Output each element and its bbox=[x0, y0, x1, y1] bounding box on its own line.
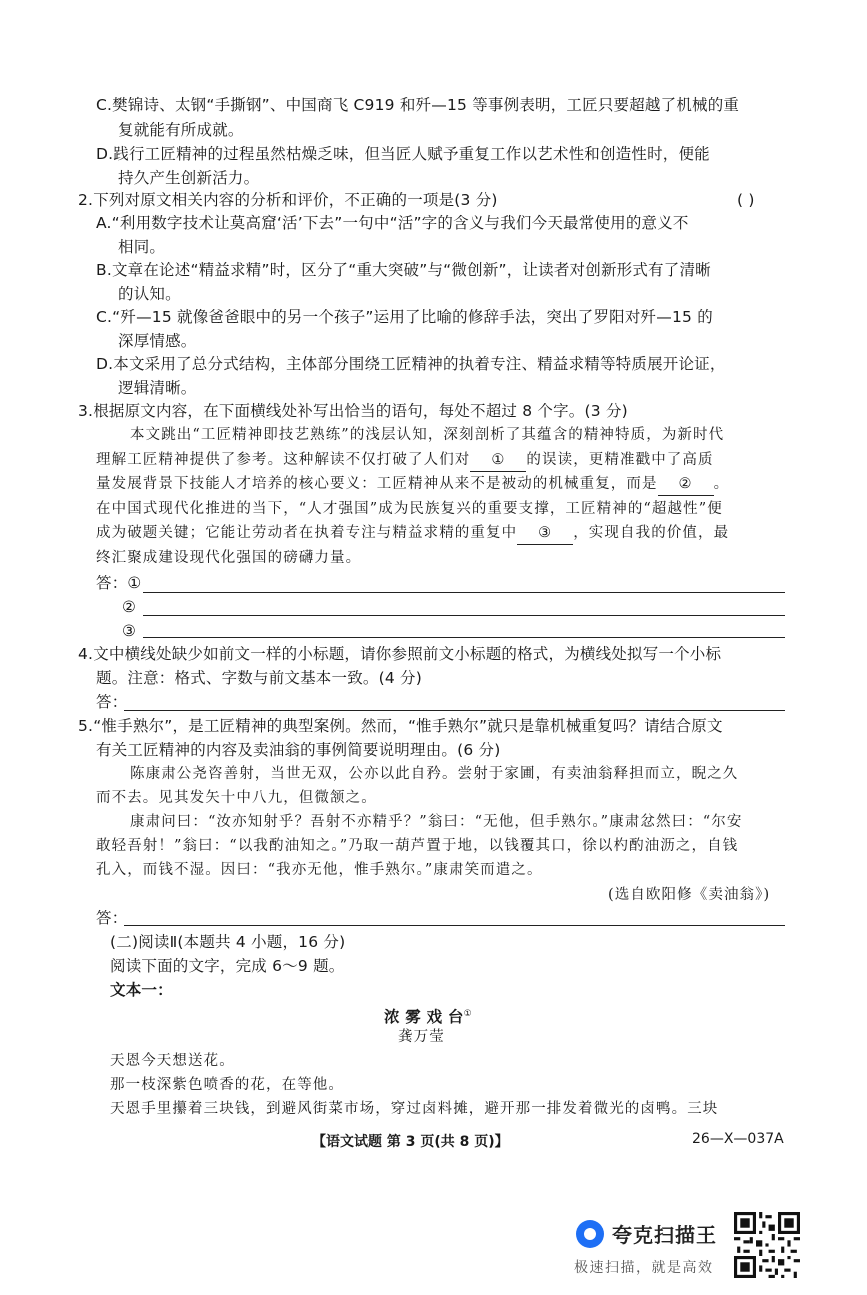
q3-blank-1[interactable]: ① bbox=[470, 449, 526, 472]
story-title-footnote-mark: ① bbox=[463, 1009, 472, 1019]
q5-passage-line3: 康肃问曰：“汝亦知射乎？吾射不亦精乎？”翁曰：“无他，但手熟尔。”康肃忿然曰：“尔安 bbox=[130, 814, 743, 830]
q4-answer-label: 答： bbox=[96, 693, 128, 711]
q2-option-a-line1: A.“利用数字技术让莫高窟‘活’下去”一句中“活”字的含义与我们今天最常使用的意义不 bbox=[96, 214, 689, 232]
q3-answer-line-1[interactable] bbox=[143, 592, 785, 593]
q2-option-c-line1: C.“歼—15 就像爸爸眼中的另一个孩子”运用了比喻的修辞手法，突出了罗阳对歼—15 的 bbox=[96, 308, 713, 326]
q1-option-d-line1: D.践行工匠精神的过程虽然枯燥乏味，但当匠人赋予重复工作以艺术性和创造性时，便能 bbox=[96, 145, 710, 163]
scanner-slogan: 极速扫描，就是高效 bbox=[574, 1260, 714, 1276]
section-heading: (二)阅读Ⅱ(本题共 4 小题，16 分) bbox=[110, 933, 346, 951]
q5-source: (选自欧阳修《卖油翁》) bbox=[608, 887, 771, 903]
page-footer-code: 26—X—037A bbox=[692, 1131, 784, 1147]
story-title-text: 浓 雾 戏 台 bbox=[384, 1008, 464, 1027]
page-footer-title: 【语文试题 第 3 页(共 8 页)】 bbox=[312, 1134, 509, 1150]
q3-passage-line5 bbox=[96, 522, 729, 545]
scanner-brand-name: 夸克扫描王 bbox=[612, 1223, 717, 1247]
q3-answer-label-3: ③ bbox=[122, 622, 137, 640]
q3-passage-text: 的误读，更精准戳中了高质 bbox=[526, 452, 714, 468]
q2-option-a-line2: 相同。 bbox=[118, 238, 166, 256]
q2-option-d-line2: 逻辑清晰。 bbox=[118, 379, 197, 397]
quark-logo-icon bbox=[576, 1220, 604, 1248]
q3-answer-label-2: ② bbox=[122, 598, 137, 616]
q2-option-d-line1: D.本文采用了总分式结构，主体部分围绕工匠精神的执着专注、精益求精等特质展开论证， bbox=[96, 355, 726, 373]
q5-stem-line2: 有关工匠精神的内容及卖油翁的事例简要说明理由。(6 分) bbox=[96, 741, 501, 759]
q5-passage-line5: 孔入，而钱不湿。因曰：“我亦无他，惟手熟尔。”康肃笑而遣之。 bbox=[96, 862, 543, 878]
q3-passage-text: 。 bbox=[713, 476, 730, 492]
q3-passage-text: 量发展背景下技能人才培养的核心要义：工匠精神从来不是被动的机械重复，而是 bbox=[96, 476, 658, 492]
story-author: 龚万莹 bbox=[398, 1029, 445, 1045]
story-title bbox=[384, 1003, 472, 1028]
q4-answer-line[interactable] bbox=[124, 710, 785, 711]
q2-answer-paren[interactable]: ( ) bbox=[737, 191, 755, 209]
scanner-watermark bbox=[576, 1219, 717, 1248]
q3-answer-line-2[interactable] bbox=[143, 615, 785, 616]
q1-option-c-line1: C.樊锦诗、太钢“手撕钢”、中国商飞 C919 和歼—15 等事例表明，工匠只要超越了机械的重 bbox=[96, 96, 740, 114]
q3-passage-line4: 在中国式现代化推进的当下，“人才强国”成为民族复兴的重要支撑，工匠精神的“超越性”便 bbox=[96, 501, 723, 517]
story-line1: 天恩今天想送花。 bbox=[110, 1053, 235, 1069]
q2-option-b-line2: 的认知。 bbox=[118, 285, 181, 303]
q3-passage-line3 bbox=[96, 473, 729, 496]
q3-blank-3[interactable]: ③ bbox=[517, 522, 573, 545]
story-line2: 那一枝深紫色喷香的花，在等他。 bbox=[110, 1077, 344, 1093]
q2-option-c-line2: 深厚情感。 bbox=[118, 332, 197, 350]
q3-blank-2[interactable]: ② bbox=[658, 473, 714, 496]
q3-passage-text: 理解工匠精神提供了参考。这种解读不仅打破了人们对 bbox=[96, 452, 471, 468]
q3-passage-line6: 终汇聚成建设现代化强国的磅礴力量。 bbox=[96, 550, 362, 566]
q5-passage-line4: 敢轻吾射！”翁曰：“以我酌油知之。”乃取一葫芦置于地，以钱覆其口，徐以杓酌油沥之，自钱 bbox=[96, 838, 739, 854]
q4-stem-line2: 题。注意：格式、字数与前文基本一致。(4 分) bbox=[96, 669, 422, 687]
q3-passage-line2 bbox=[96, 449, 714, 472]
q3-answer-line-3[interactable] bbox=[143, 637, 785, 638]
q1-option-d-line2: 持久产生创新活力。 bbox=[118, 169, 260, 187]
story-line3: 天恩手里攥着三块钱，到避风街菜市场，穿过卤料摊，避开那一排发着微光的卤鸭。三块 bbox=[110, 1101, 719, 1117]
q5-answer-label: 答： bbox=[96, 909, 128, 927]
q3-passage-line1: 本文跳出“工匠精神即技艺熟练”的浅层认知，深刻剖析了其蕴含的精神特质，为新时代 bbox=[130, 427, 725, 443]
q5-answer-line[interactable] bbox=[124, 925, 785, 926]
q2-stem: 2.下列对原文相关内容的分析和评价，不正确的一项是(3 分) bbox=[78, 191, 498, 209]
q1-option-c-line2: 复就能有所成就。 bbox=[118, 121, 244, 139]
q3-answer-label-1: 答：① bbox=[96, 574, 142, 592]
q5-stem-line1: 5.“惟手熟尔”，是工匠精神的典型案例。然而，“惟手熟尔”就只是靠机械重复吗？请结合原文 bbox=[78, 717, 723, 735]
q4-stem-line1: 4.文中横线处缺少如前文一样的小标题，请你参照前文小标题的格式，为横线处拟写一个小标 bbox=[78, 645, 722, 663]
q3-passage-text: ，实现自我的价值，最 bbox=[573, 525, 730, 541]
section-instruction: 阅读下面的文字，完成 6～9 题。 bbox=[110, 957, 345, 975]
qr-code-icon bbox=[734, 1212, 800, 1278]
text-one-label: 文本一： bbox=[110, 981, 173, 999]
q3-stem: 3.根据原文内容，在下面横线处补写出恰当的语句，每处不超过 8 个字。(3 分) bbox=[78, 402, 628, 420]
q5-passage-line2: 而不去。见其发矢十中八九，但微颔之。 bbox=[96, 790, 377, 806]
q2-option-b-line1: B.文章在论述“精益求精”时，区分了“重大突破”与“微创新”，让读者对创新形式有了清晰 bbox=[96, 261, 711, 279]
q3-passage-text: 成为破题关键；它能让劳动者在执着专注与精益求精的重复中 bbox=[96, 525, 518, 541]
q5-passage-line1: 陈康肃公尧咨善射，当世无双，公亦以此自矜。尝射于家圃，有卖油翁释担而立，睨之久 bbox=[130, 766, 739, 782]
